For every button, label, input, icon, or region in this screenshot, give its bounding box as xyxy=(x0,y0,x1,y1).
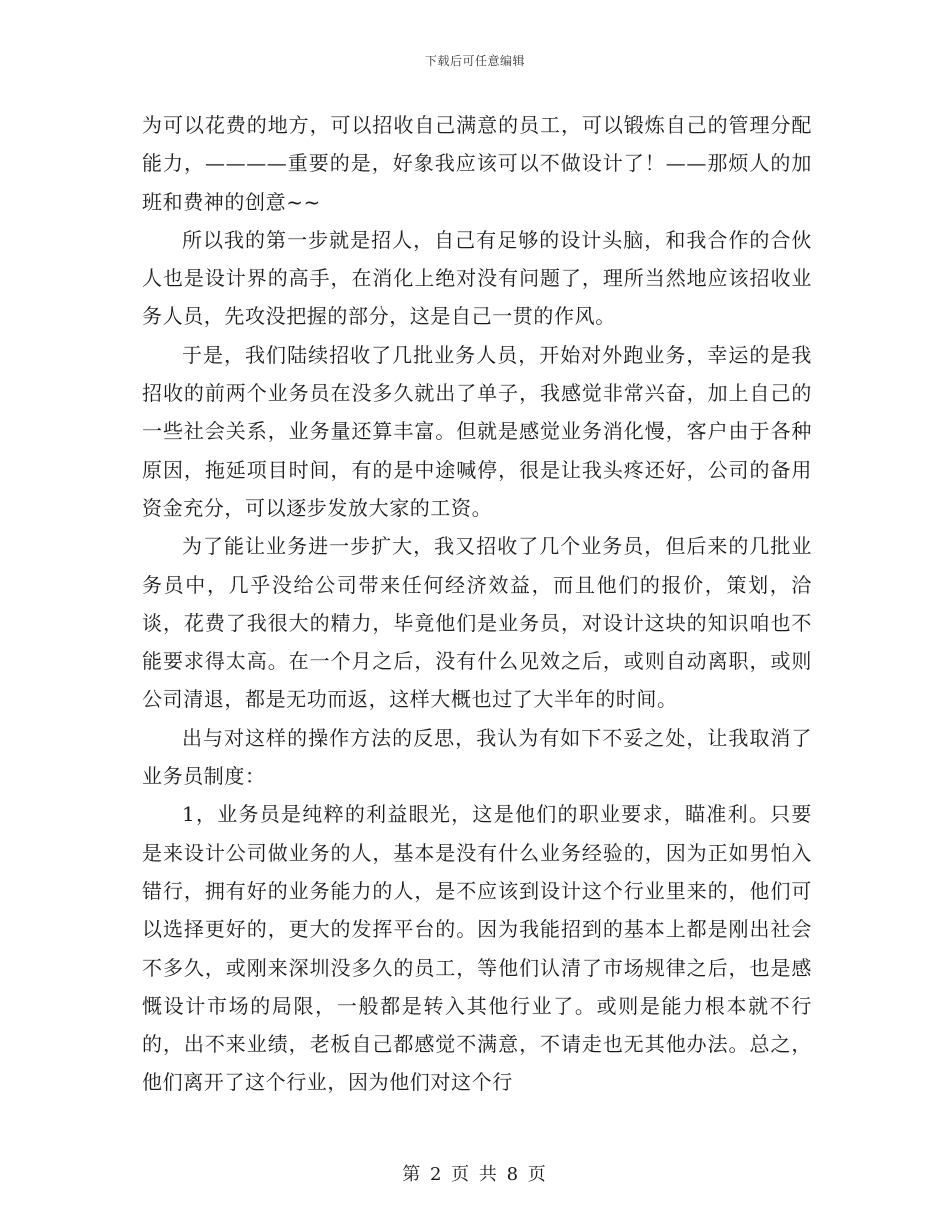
paragraph-3: 于是，我们陆续招收了几批业务人员，开始对外跑业务，幸运的是我招收的前两个业务员在没多久就出了单子，我感觉非常兴奋，加上自己的一些社会关系，业务量还算丰富。但就是感觉业务消化慢，客户由于各种原因，拖延项目时间，有的是中途喊停，很是让我头疼还好，公司的备用资金充分，可以逐步发放大家的工资。 xyxy=(142,342,812,520)
page-number: 第 2 页 共 8 页 xyxy=(402,1164,548,1185)
paragraph-6: 1，业务员是纯粹的利益眼光，这是他们的职业要求，瞄准利。只要是来设计公司做业务的人，基本是没有什么业务经验的，因为正如男怕入错行，拥有好的业务能力的人，是不应该到设计这个行业里来的，他们可以选择更好的，更大的发挥平台的。因为我能招到的基本上都是刚出社会不多久，或刚来深圳没多久的员工，等他们认清了市场规律之后，也是感慨设计市场的局限，一般都是转入其他行业了。或则是能力根本就不行的，出不来业绩，老板自己都感觉不满意，不请走也无其他办法。总之，他们离开了这个行业，因为他们对这个行 xyxy=(142,802,812,1095)
paragraph-4: 为了能让业务进一步扩大，我又招收了几个业务员，但后来的几批业务员中，几乎没给公司带来任何经济效益，而且他们的报价，策划，洽谈，花费了我很大的精力，毕竟他们是业务员，对设计这块的知识咱也不能要求得太高。在一个月之后，没有什么见效之后，或则自动离职，或则公司清退，都是无功而返，这样大概也过了大半年的时间。 xyxy=(142,534,812,712)
page-header: 下载后可任意编辑 xyxy=(424,54,525,68)
paragraph-2: 所以我的第一步就是招人，自己有足够的设计头脑，和我合作的合伙人也是设计界的高手，在消化上绝对没有问题了，理所当然地应该招收业务人员，先攻没把握的部分，这是自己一贯的作风。 xyxy=(142,227,812,329)
document-body xyxy=(142,106,812,1102)
paragraph-5: 出与对这样的操作方法的反思，我认为有如下不妥之处，让我取消了业务员制度： xyxy=(142,725,812,789)
paragraph-1: 为可以花费的地方，可以招收自己满意的员工，可以锻炼自己的管理分配能力，————重要的是，好象我应该可以不做设计了！——那烦人的加班和费神的创意~~ xyxy=(142,113,812,214)
